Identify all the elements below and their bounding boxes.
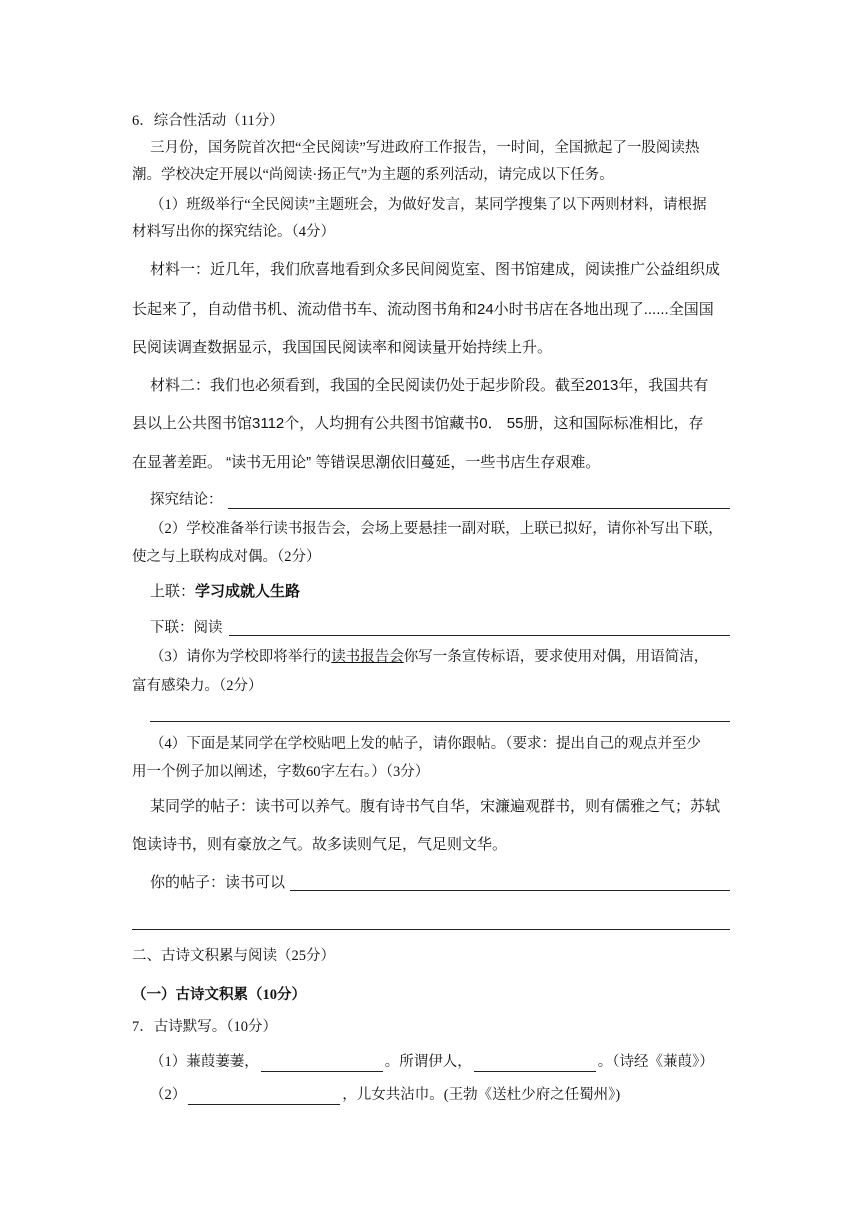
material2-line1: 材料二：我们也必须看到，我国的全民阅读仍处于起步阶段。截至2013年，我国共有	[150, 377, 709, 394]
q6-part3-line1	[150, 647, 708, 667]
q7-item1-blank1[interactable]	[261, 1056, 383, 1072]
sample-post-line2: 饱读诗书，则有豪放之气。故多读则气足，气足则文华。	[132, 836, 508, 853]
q6-intro-line2: 潮。学校决定开展以“尚阅读·扬正气”为主题的系列活动，请完成以下任务。	[132, 167, 614, 183]
section2-subtitle: （一）古诗文积累（10分）	[132, 987, 306, 1003]
q6-part2-line2: 使之与上联构成对偶。（2分）	[132, 549, 321, 565]
lower-couplet-label: 下联：阅读	[150, 620, 223, 636]
your-post-label: 你的帖子：读书可以	[150, 874, 286, 891]
q6-part1-line2: 材料写出你的探究结论。（4分）	[132, 224, 335, 240]
q6-part4-line2: 用一个例子加以阐述，字数60字左右。）（3分）	[132, 764, 430, 780]
q7-item1-part-a: （1）蒹葭萋萋，	[150, 1054, 259, 1070]
q6-part2-line1: （2）学校准备举行读书报告会，会场上要悬挂一副对联，上联已拟好，请你补写出下联，	[150, 521, 723, 537]
q7-item1-part-b: 。所谓伊人，	[384, 1054, 472, 1070]
upper-couplet-label: 上联：	[150, 583, 196, 600]
material1-line3: 民阅读调查数据显示，我国国民阅读率和阅读量开始持续上升。	[132, 339, 553, 356]
q6-intro-line1: 三月份，国务院首次把“全民阅读”写进政府工作报告，一时间，全国掀起了一股阅读热	[150, 140, 700, 156]
q6-part1-line1: （1）班级举行“全民阅读”主题班会，为做好发言，某同学搜集了以下两则材料，请根据	[150, 197, 707, 213]
slogan-answer-line[interactable]	[150, 721, 730, 722]
q7-item2-part-b: ，儿女共沾巾。(王勃《送杜少府之任蜀州》)	[342, 1087, 621, 1103]
upper-couplet-text: 学习成就人生路	[195, 583, 301, 600]
material2-line2: 县以上公共图书馆3112个，人均拥有公共图书馆藏书0． 55册，这和国际标准相比，存	[132, 415, 704, 432]
upper-couplet	[150, 582, 300, 602]
q7-item1-part-c: 。（诗经《蒹葭》）	[597, 1054, 714, 1070]
conclusion-label: 探究结论：	[150, 492, 223, 508]
material1-line2: 长起来了，自动借书机、流动借书车、流动图书角和24小时书店在各地出现了......全国国	[132, 301, 714, 318]
q7-title: 7．古诗默写。（10分）	[132, 1019, 277, 1035]
q7-item2-blank[interactable]	[188, 1089, 340, 1105]
q6-part3-underlined: 读书报告会	[331, 649, 404, 665]
material2-line3: 在显著差距。 “读书无用论” 等错误思潮依旧蔓延，一些书店生存艰难。	[132, 454, 601, 471]
your-post-answer-line2[interactable]	[132, 929, 730, 930]
sample-post-line1: 某同学的帖子：读书可以养气。腹有诗书气自华，宋濂遍观群书，则有儒雅之气；苏轼	[150, 798, 721, 815]
q7-item2-part-a: （2）	[150, 1087, 187, 1103]
q6-part3-post: 你写一条宣传标语，要求使用对偶，用语简洁，	[403, 649, 709, 665]
q6-part3-pre: （3）请你为学校即将举行的	[150, 649, 332, 665]
q6-part3-line2: 富有感染力。（2分）	[132, 678, 263, 694]
section2-title: 二、古诗文积累与阅读（25分）	[132, 948, 335, 964]
q6-title: 6．综合性活动（11分）	[132, 113, 284, 129]
q7-item1-blank2[interactable]	[474, 1056, 596, 1072]
lower-couplet-answer-line[interactable]	[229, 635, 730, 636]
q6-part4-line1: （4）下面是某同学在学校贴吧上发的帖子，请你跟帖。（要求：提出自己的观点并至少	[150, 736, 701, 752]
q7-item1	[150, 1052, 714, 1072]
conclusion-answer-line[interactable]	[228, 508, 730, 509]
your-post-answer-line1[interactable]	[290, 890, 730, 891]
q7-item2	[150, 1085, 620, 1105]
material1-line1: 材料一：近几年，我们欣喜地看到众多民间阅览室、图书馆建成，阅读推广公益组织成	[150, 261, 721, 278]
